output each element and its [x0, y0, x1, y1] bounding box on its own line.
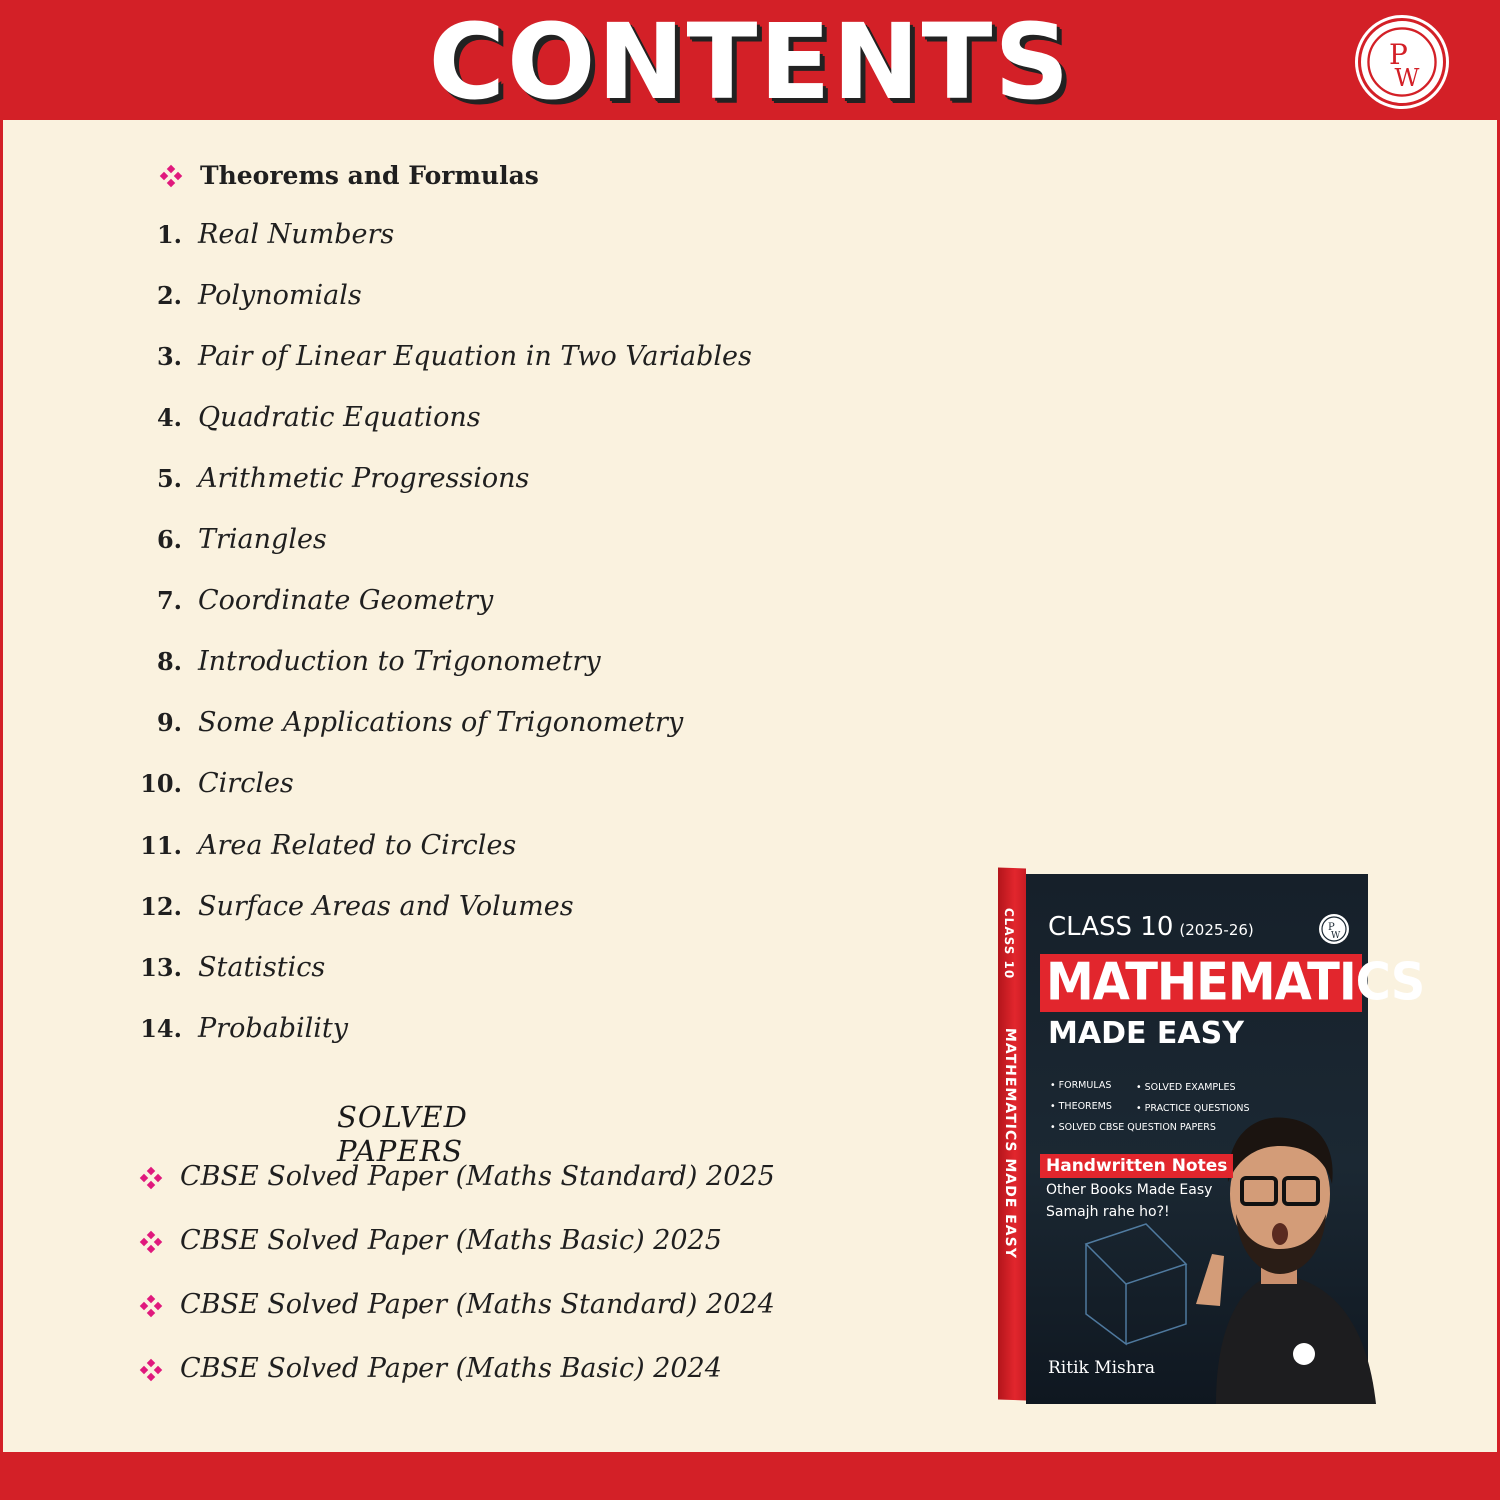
- book-spine: [998, 868, 1026, 1401]
- toc-chapter-item[interactable]: [132, 640, 601, 684]
- page-title: CONTENTS: [428, 1, 1072, 123]
- solved-paper-title: CBSE Solved Paper (Maths Basic) 2025: [180, 1224, 722, 1256]
- toc-chapter-item[interactable]: [132, 334, 752, 378]
- chapter-number: 3.: [156, 341, 182, 371]
- toc-chapter-item[interactable]: [132, 212, 394, 256]
- chapter-number: 10.: [140, 769, 182, 799]
- chapter-title: Quadratic Equations: [198, 401, 481, 433]
- solved-paper-item[interactable]: [140, 1282, 775, 1326]
- chapter-title: Introduction to Trigonometry: [198, 646, 601, 678]
- cover-author: Ritik Mishra: [1048, 1358, 1155, 1378]
- solved-paper-item[interactable]: [140, 1346, 722, 1390]
- solved-paper-title: CBSE Solved Paper (Maths Standard) 2024: [180, 1288, 775, 1320]
- toc-chapter-item[interactable]: [132, 395, 481, 439]
- toc-chapter-item[interactable]: [132, 518, 327, 562]
- chapter-number: 11.: [140, 830, 182, 860]
- chapter-number: 2.: [156, 280, 182, 310]
- toc-chapter-item[interactable]: [132, 945, 325, 989]
- cover-title: MATHEMATICS: [1046, 951, 1425, 1013]
- chapter-title: Real Numbers: [198, 218, 395, 250]
- chapter-number: 8.: [156, 647, 182, 677]
- chapter-title: Polynomials: [198, 279, 362, 311]
- toc-chapter-item[interactable]: [132, 579, 493, 623]
- toc-chapter-item[interactable]: [132, 1006, 348, 1050]
- solved-paper-item[interactable]: [140, 1218, 722, 1262]
- chapter-number: 1.: [156, 219, 182, 249]
- diamond-bullet-icon: [140, 1293, 162, 1315]
- solved-paper-title: CBSE Solved Paper (Maths Basic) 2024: [180, 1352, 722, 1384]
- chapter-title: Arithmetic Progressions: [198, 462, 530, 494]
- spine-text: [1000, 908, 1024, 1389]
- chapter-title: Some Applications of Trigonometry: [198, 707, 684, 739]
- chapter-number: 5.: [156, 463, 182, 493]
- spine-class: CLASS 10: [1002, 907, 1016, 980]
- pw-logo-icon: [1361, 21, 1443, 103]
- spine-title: MATHEMATICS MADE EASY: [1002, 1027, 1018, 1260]
- cover-class-label: [1048, 912, 1254, 942]
- toc-chapter-item[interactable]: [132, 456, 529, 500]
- cover-feature: • PRACTICE QUESTIONS: [1136, 1103, 1250, 1114]
- book-front-cover: [1026, 874, 1425, 1404]
- toc-chapter-item[interactable]: [132, 884, 574, 928]
- chapter-number: 9.: [156, 708, 182, 738]
- footer-bar: [0, 1452, 1500, 1500]
- chapter-title: Triangles: [198, 524, 327, 555]
- pw-logo: [1358, 18, 1446, 106]
- chapter-title: Pair of Linear Equation in Two Variables: [198, 340, 752, 372]
- toc-chapter-item[interactable]: [132, 273, 362, 317]
- svg-text:P: P: [1388, 37, 1408, 71]
- chapter-number: 13.: [140, 952, 182, 982]
- geometry-illustration: [1066, 1214, 1206, 1344]
- cover-year: (2025-26): [1179, 921, 1254, 939]
- cover-tagline: Other Books Made Easy: [1046, 1182, 1213, 1198]
- diamond-bullet-icon: [140, 1165, 162, 1187]
- author-photo: [1176, 1074, 1376, 1404]
- chapter-title: Area Related to Circles: [198, 829, 517, 861]
- diamond-bullet-icon: [140, 1229, 162, 1251]
- cover-handwritten-badge: Handwritten Notes: [1040, 1154, 1233, 1178]
- svg-text:W: W: [1331, 931, 1341, 941]
- cover-feature: • THEOREMS: [1050, 1101, 1112, 1112]
- chapter-title: Probability: [198, 1012, 349, 1044]
- cover-feature: • FORMULAS: [1050, 1080, 1112, 1091]
- book-cover-image: [998, 860, 1425, 1408]
- cover-feature: • SOLVED CBSE QUESTION PAPERS: [1050, 1122, 1216, 1133]
- cover-feature: • SOLVED EXAMPLES: [1136, 1082, 1236, 1093]
- chapter-number: 7.: [156, 586, 182, 616]
- chapter-title: Statistics: [198, 951, 326, 983]
- toc-chapter-item[interactable]: [132, 701, 683, 745]
- chapter-title: Circles: [198, 768, 294, 800]
- cover-tagline: Samajh rahe ho?!: [1046, 1204, 1170, 1220]
- cover-pw-logo-icon: [1319, 914, 1349, 944]
- chapter-number: 14.: [140, 1013, 182, 1043]
- solved-papers-title: SOLVED PAPERS: [337, 1100, 468, 1168]
- toc-intro-label: Theorems and Formulas: [200, 160, 539, 190]
- svg-text:W: W: [1394, 64, 1420, 93]
- svg-text:P: P: [1328, 922, 1335, 933]
- toc-chapter-item[interactable]: [132, 823, 516, 867]
- solved-paper-item[interactable]: [140, 1154, 775, 1198]
- diamond-bullet-icon: [140, 1357, 162, 1379]
- toc-chapter-item[interactable]: [132, 762, 294, 806]
- toc-intro-item[interactable]: [160, 153, 539, 197]
- diamond-bullet-icon: [160, 164, 182, 186]
- cover-class-text: CLASS 10: [1048, 912, 1174, 942]
- chapter-number: 12.: [140, 891, 182, 921]
- header-bar: [0, 0, 1500, 123]
- chapter-number: 6.: [156, 525, 182, 554]
- chapter-title: Coordinate Geometry: [198, 585, 494, 617]
- cover-subtitle: MADE EASY: [1048, 1016, 1244, 1051]
- chapter-title: Surface Areas and Volumes: [198, 890, 574, 922]
- solved-paper-title: CBSE Solved Paper (Maths Standard) 2025: [180, 1160, 775, 1192]
- chapter-number: 4.: [156, 402, 182, 432]
